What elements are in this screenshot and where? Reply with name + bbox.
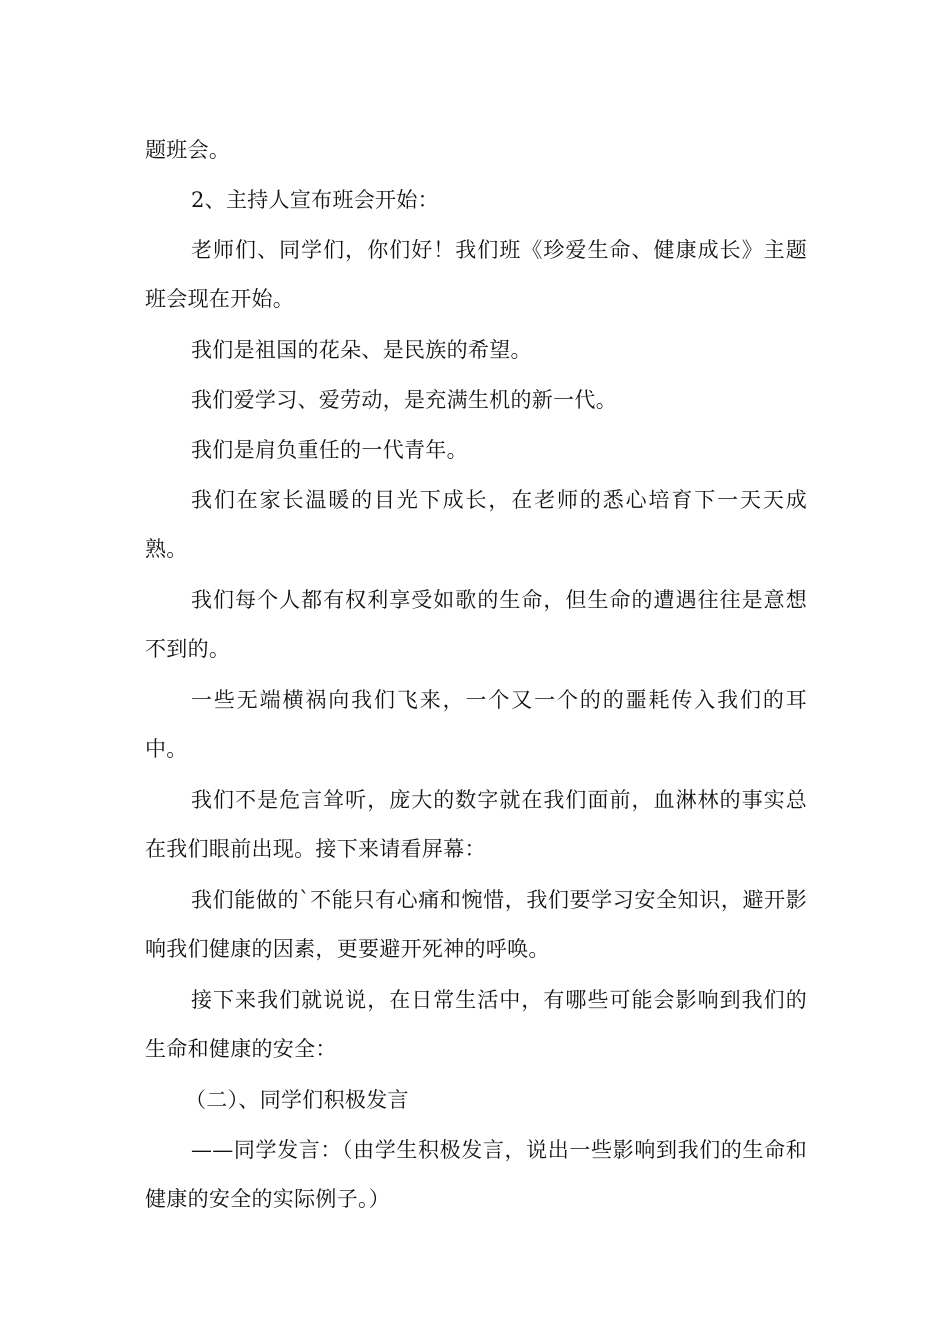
section-heading-discussion: （二）、同学们积极发言 bbox=[185, 1088, 409, 1112]
paragraph-flowers: 我们是祖国的花朵、是民族的希望。 bbox=[191, 338, 532, 362]
paragraph-numbers: 我们不是危言耸听，庞大的数字就在我们面前，血淋林的事实总在我们眼前出现。接下来请看屏幕： bbox=[145, 788, 807, 861]
paragraph-disasters: 一些无端横祸向我们飞来，一个又一个的的噩耗传入我们的耳中。 bbox=[145, 688, 807, 761]
paragraph-responsibility: 我们是肩负重任的一代青年。 bbox=[191, 438, 468, 462]
paragraph-life-right: 我们每个人都有权利享受如歌的生命，但生命的遭遇往往是意想不到的。 bbox=[145, 588, 807, 661]
paragraph-daily-life: 接下来我们就说说，在日常生活中，有哪些可能会影响到我们的生命和健康的安全： bbox=[145, 988, 807, 1061]
paragraph-continuation: 题班会。 bbox=[145, 138, 231, 162]
paragraph-growth: 我们在家长温暖的目光下成长，在老师的悉心培育下一天天成熟。 bbox=[145, 488, 807, 561]
paragraph-safety-knowledge: 我们能做的`不能只有心痛和惋惜，我们要学习安全知识，避开影响我们健康的因素，更要避开死神的呼唤。 bbox=[145, 888, 807, 961]
paragraph-host-announcement: 2、主持人宣布班会开始： bbox=[191, 188, 439, 212]
paragraph-student-speech: ——同学发言：（由学生积极发言，说出一些影响到我们的生命和健康的安全的实际例子。） bbox=[145, 1138, 807, 1211]
paragraph-greeting: 老师们、同学们，你们好！我们班《珍爱生命、健康成长》主题班会现在开始。 bbox=[145, 238, 807, 311]
paragraph-love-study: 我们爱学习、爱劳动，是充满生机的新一代。 bbox=[191, 388, 617, 412]
